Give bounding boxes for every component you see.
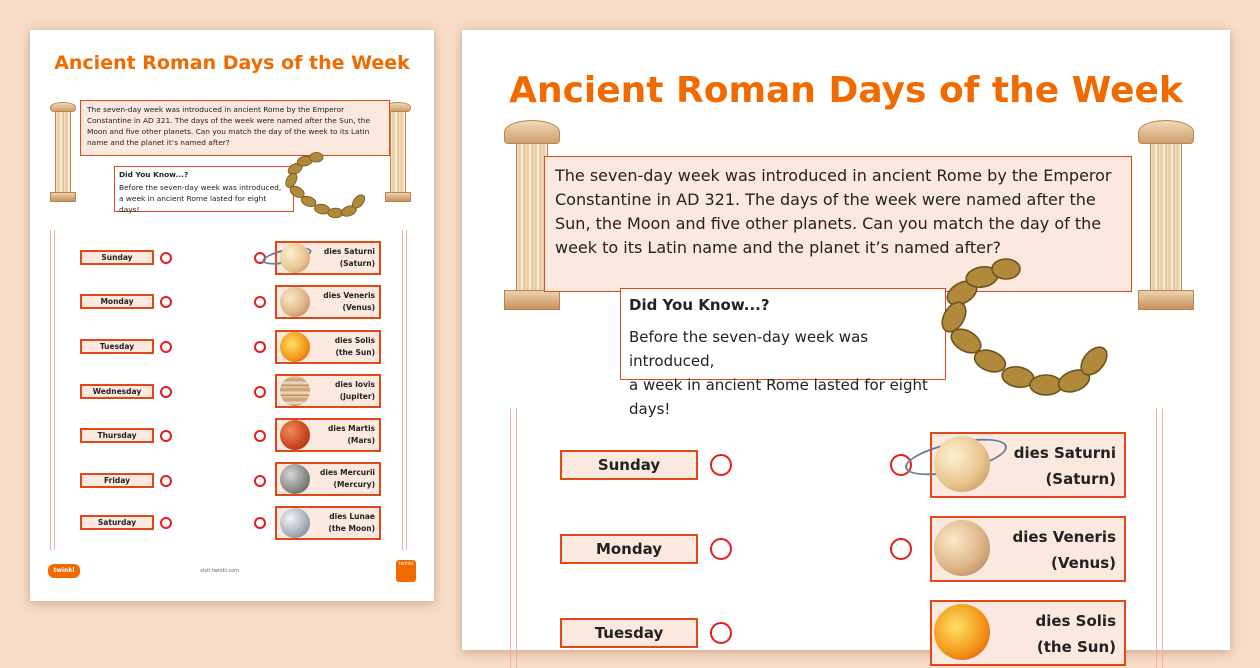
match-circle-planet[interactable] [254,296,266,308]
match-circle-day[interactable] [160,475,172,487]
venus-icon [934,520,990,576]
mars-icon [280,420,310,450]
did-you-know-line-2: a week in ancient Rome lasted for eight days! [119,194,267,214]
decorative-line [54,230,55,550]
planet-label-moon: dies Lunae (the Moon) [275,506,381,540]
planet-label-sun: dies Solis (the Sun) [275,330,381,364]
match-circle-day[interactable] [710,454,732,476]
day-label-tuesday: Tuesday [560,618,698,648]
day-label-sunday: Sunday [560,450,698,480]
roman-column-left [50,102,76,202]
laurel-wreath-icon [276,148,372,228]
decorative-line [516,408,517,668]
planet-label-sun: dies Solis (the Sun) [930,600,1126,666]
planet-label-venus: dies Veneris (Venus) [275,285,381,319]
footer-url: visit twinkl.com [200,568,240,574]
day-label-sunday: Sunday [80,250,154,265]
did-you-know-line-1: Before the seven-day week was introduced, [119,183,282,192]
mercury-icon [280,464,310,494]
sun-icon [934,604,990,660]
jupiter-icon [280,376,310,406]
saturn-icon [934,436,990,492]
planet-label-mars: dies Martis (Mars) [275,418,381,452]
did-you-know-line-2: a week in ancient Rome lasted for eight days! [629,376,928,418]
worksheet-title: Ancient Roman Days of the Week [54,52,410,74]
match-circle-planet[interactable] [254,430,266,442]
did-you-know-box [114,166,294,212]
sun-icon [280,332,310,362]
match-circle-day[interactable] [710,622,732,644]
footer-badge: twinkl [396,560,416,582]
decorative-line [1162,408,1163,668]
worksheet-thumbnail [30,30,434,601]
decorative-line [50,230,51,550]
worksheet-title-large: Ancient Roman Days of the Week [509,70,1183,111]
match-circle-day[interactable] [160,252,172,264]
decorative-line [406,230,407,550]
match-circle-planet[interactable] [254,475,266,487]
match-circle-day[interactable] [160,386,172,398]
venus-icon [280,287,310,317]
match-circle-day[interactable] [160,341,172,353]
roman-column-right [1138,120,1194,310]
did-you-know-heading: Did You Know...? [119,170,189,179]
match-circle-planet[interactable] [890,538,912,560]
match-circle-planet[interactable] [254,386,266,398]
day-label-saturday: Saturday [80,515,154,530]
decorative-line [510,408,511,668]
day-label-tuesday: Tuesday [80,339,154,354]
did-you-know-box-large [620,288,946,418]
saturn-icon [280,243,310,273]
planet-label-mercury: dies Mercurii (Mercury) [275,462,381,496]
day-label-wednesday: Wednesday [80,384,154,399]
decorative-line [402,230,403,550]
moon-icon [280,508,310,538]
decorative-line [1156,408,1157,668]
twinkl-logo: twinkl [48,564,80,578]
match-circle-day[interactable] [160,430,172,442]
intro-text-large: The seven-day week was introduced in ancient Rome by the Emperor Constantine in AD 321. The days of the week were named after the Sun, the Moon and five other planets. Can you match the day of the week to its Latin name and the planet it’s named after? [544,156,1132,292]
planet-label-saturn: dies Saturni (Saturn) [930,432,1126,498]
planet-label-venus: dies Veneris (Venus) [930,516,1126,582]
worksheet-detail [462,30,1230,656]
planet-label-saturn: dies Saturni (Saturn) [275,241,381,275]
match-circle-planet[interactable] [254,341,266,353]
laurel-wreath-icon [922,252,1122,414]
day-label-thursday: Thursday [80,428,154,443]
match-circle-planet[interactable] [254,517,266,529]
did-you-know-line-1: Before the seven-day week was introduced, [629,328,869,370]
day-label-monday: Monday [80,294,154,309]
day-label-friday: Friday [80,473,154,488]
match-circle-day[interactable] [160,296,172,308]
match-circle-day[interactable] [160,517,172,529]
day-label-monday: Monday [560,534,698,564]
planet-label-jupiter: dies Iovis (Jupiter) [275,374,381,408]
intro-text: The seven-day week was introduced in ancient Rome by the Emperor Constantine in AD 321. The days of the week were named after the Sun, the Moon and five other planets. Can you match the day of the week to its Latin name and the planet it’s named after? [80,100,390,156]
match-circle-day[interactable] [710,538,732,560]
did-you-know-heading: Did You Know...? [629,296,770,314]
